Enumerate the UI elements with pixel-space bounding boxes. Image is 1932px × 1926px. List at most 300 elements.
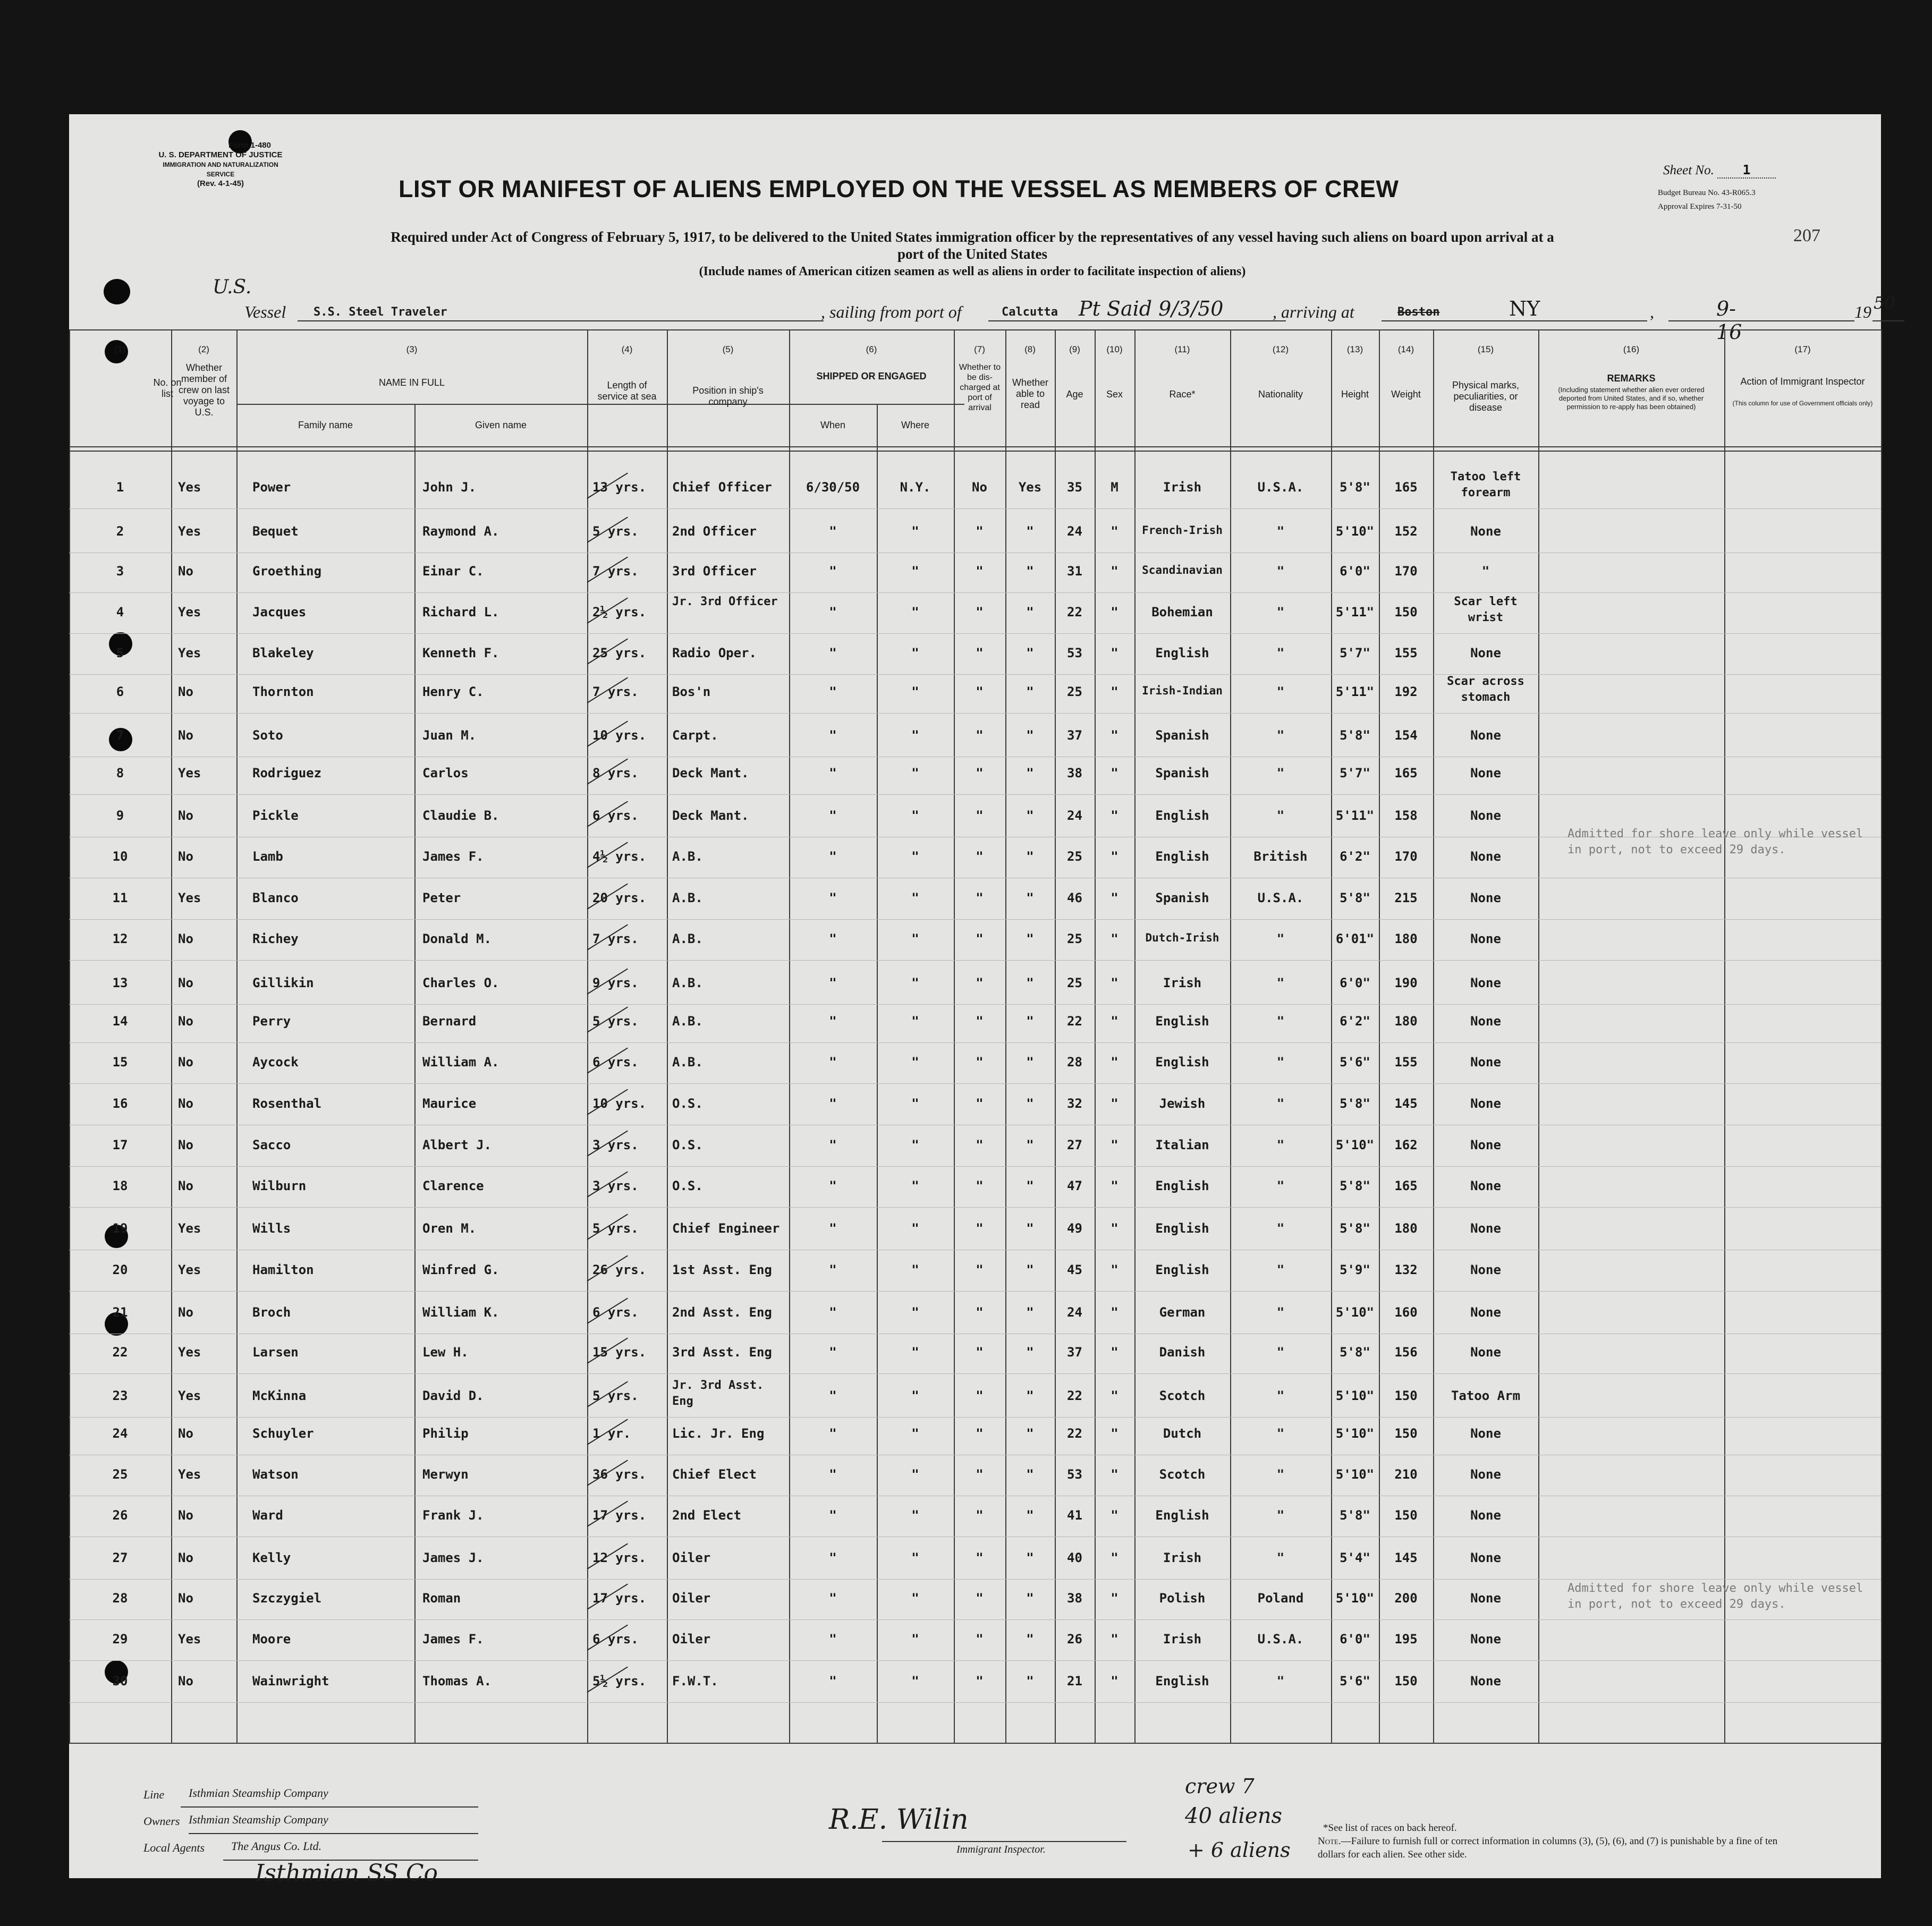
given-name: James F.	[422, 849, 484, 864]
physical-marks: None	[1470, 1674, 1501, 1689]
nationality: "	[1276, 1055, 1285, 1070]
col-number-2: (2)	[198, 344, 209, 354]
length-of-service: 8 yrs.	[592, 766, 639, 780]
able-to-read: "	[1026, 1508, 1034, 1523]
ship-position: 2nd Officer	[672, 524, 757, 539]
engaged-where: "	[911, 849, 919, 864]
sex: "	[1111, 1467, 1118, 1482]
height: 5'8"	[1340, 1508, 1370, 1523]
weight: 150	[1394, 1674, 1418, 1689]
age: 45	[1067, 1262, 1082, 1277]
race: Polish	[1159, 1591, 1206, 1606]
nationality: "	[1276, 766, 1285, 780]
col-number-15: (15)	[1477, 344, 1494, 354]
discharged-at-arrival: "	[976, 684, 984, 699]
discharged-at-arrival: "	[976, 728, 984, 743]
age: 22	[1067, 605, 1082, 620]
able-to-read: "	[1026, 975, 1034, 990]
age: 49	[1067, 1221, 1082, 1236]
ship-position: Chief Officer	[672, 480, 772, 495]
physical-marks: None	[1470, 931, 1501, 946]
length-of-service: 7 yrs.	[592, 684, 639, 699]
nationality: "	[1276, 1426, 1285, 1441]
race: Scandinavian	[1142, 564, 1223, 576]
vessel-label: Vessel	[244, 302, 286, 321]
row-number: 26	[112, 1508, 128, 1523]
discharged-at-arrival: "	[976, 1096, 984, 1111]
physical-marks: None	[1470, 890, 1501, 905]
member-last-voyage: Yes	[178, 605, 201, 620]
member-last-voyage: No	[178, 1178, 193, 1193]
col-head-sex: Sex	[1106, 389, 1123, 400]
table-row	[69, 1174, 1881, 1216]
ship-position: Deck Mant.	[672, 766, 749, 780]
race-note: *See list of races on back hereof.	[1323, 1822, 1457, 1834]
race: Danish	[1159, 1345, 1206, 1360]
member-last-voyage: No	[178, 1014, 193, 1029]
engaged-where: "	[911, 1345, 919, 1360]
family-name: Rodriguez	[252, 766, 322, 780]
col-number-17: (17)	[1794, 344, 1811, 354]
weight: 150	[1394, 605, 1418, 620]
vessel-name: S.S. Steel Traveler	[313, 306, 447, 319]
col-head-weight: Weight	[1391, 389, 1421, 400]
penalty-note	[1318, 1835, 1807, 1861]
engaged-where: "	[911, 1305, 919, 1320]
col-number-16: (16)	[1623, 344, 1640, 354]
able-to-read: "	[1026, 646, 1034, 660]
age: 25	[1067, 684, 1082, 699]
physical-marks: None	[1470, 728, 1501, 743]
physical-marks: None	[1470, 1178, 1501, 1193]
engaged-where: "	[911, 766, 919, 780]
form-agency-block	[154, 141, 287, 189]
weight: 150	[1394, 1388, 1418, 1403]
age: 41	[1067, 1508, 1082, 1523]
physical-marks: None	[1470, 1550, 1501, 1565]
engaged-where: "	[911, 646, 919, 660]
race: Dutch	[1163, 1426, 1202, 1441]
sex: "	[1111, 890, 1118, 905]
vessel-line: Vessel S.S. Steel Traveler , sailing from port of Calcutta Pt Said 9/3/50 , arriving at Boston NY , 9-16 19 50	[244, 295, 1759, 323]
ship-position: A.B.	[672, 849, 703, 864]
race: Irish	[1163, 1632, 1202, 1647]
physical-marks: None	[1470, 1508, 1501, 1523]
col-head-physical: Physical marks, peculiarities, or disease	[1452, 380, 1520, 413]
owners-value: Isthmian Steamship Company	[189, 1813, 328, 1826]
port-typed: Calcutta	[1002, 306, 1058, 319]
row-number: 6	[116, 684, 124, 699]
engaged-when: "	[829, 1674, 837, 1689]
physical-marks: None	[1470, 1262, 1501, 1277]
sheet-number	[1663, 162, 1776, 179]
given-name: Charles O.	[422, 975, 499, 990]
nationality: "	[1276, 1221, 1285, 1236]
page-number: 207	[1793, 226, 1820, 245]
race: English	[1155, 1055, 1209, 1070]
discharged-at-arrival: "	[976, 849, 984, 864]
row-number: 17	[112, 1138, 128, 1152]
weight: 165	[1394, 480, 1418, 495]
race: English	[1155, 1508, 1209, 1523]
table-row	[69, 1301, 1881, 1342]
engaged-when: "	[829, 1014, 837, 1029]
discharged-at-arrival: "	[976, 1674, 984, 1689]
able-to-read: "	[1026, 564, 1034, 579]
height: 5'8"	[1340, 1221, 1370, 1236]
budget-number: Budget Bureau No. 43-R065.3	[1658, 189, 1756, 197]
budget-block	[1658, 186, 1756, 214]
sex: "	[1111, 1345, 1118, 1360]
sailing-label: , sailing from port of	[821, 302, 962, 321]
height: 5'10"	[1335, 524, 1375, 539]
age: 25	[1067, 975, 1082, 990]
family-name: Power	[252, 480, 291, 495]
race: Irish	[1163, 480, 1202, 495]
weight: 132	[1394, 1262, 1418, 1277]
engaged-where: "	[911, 808, 919, 823]
physical-marks: None	[1470, 975, 1501, 990]
arrival-date-handwritten: 9-16	[1716, 297, 1742, 344]
member-last-voyage: No	[178, 564, 193, 579]
member-last-voyage: No	[178, 1305, 193, 1320]
family-name: Groething	[252, 564, 322, 579]
discharged-at-arrival: "	[976, 1508, 984, 1523]
discharged-at-arrival: "	[976, 1426, 984, 1441]
member-last-voyage: Yes	[178, 646, 201, 660]
col-head-race: Race*	[1169, 389, 1196, 400]
engaged-when: "	[829, 564, 837, 579]
year-prefix: 19	[1854, 302, 1871, 321]
able-to-read: "	[1026, 1178, 1034, 1193]
ship-position: Jr. 3rd Asst. Eng	[672, 1379, 764, 1408]
given-name: Peter	[422, 890, 461, 905]
col-number-3: (3)	[406, 344, 418, 354]
age: 22	[1067, 1014, 1082, 1029]
sheet-label: Sheet No.	[1663, 163, 1714, 177]
col-head-shipped: SHIPPED OR ENGAGED	[816, 371, 927, 381]
race: Spanish	[1155, 766, 1209, 780]
row-number: 14	[112, 1014, 128, 1029]
table-row	[69, 927, 1881, 969]
nationality: "	[1276, 605, 1285, 620]
age: 53	[1067, 1467, 1082, 1482]
nationality: "	[1276, 1096, 1285, 1111]
height: 5'10"	[1335, 1426, 1375, 1441]
physical-marks: Tatoo left forearm	[1450, 470, 1521, 499]
weight: 170	[1394, 564, 1418, 579]
ship-position: Jr. 3rd Officer	[672, 595, 778, 608]
length-of-service: 1 yr.	[592, 1426, 631, 1441]
able-to-read: "	[1026, 1388, 1034, 1403]
weight: 165	[1394, 1178, 1418, 1193]
race: Irish	[1163, 1550, 1202, 1565]
race: English	[1155, 1674, 1209, 1689]
weight: 155	[1394, 1055, 1418, 1070]
row-number: 7	[116, 728, 124, 743]
able-to-read: "	[1026, 1345, 1034, 1360]
col-head-position: Position in ship's company	[692, 385, 764, 407]
family-name: Perry	[252, 1014, 291, 1029]
height: 5'10"	[1335, 1591, 1375, 1606]
member-last-voyage: Yes	[178, 524, 201, 539]
age: 46	[1067, 890, 1082, 905]
nationality: U.S.A.	[1257, 480, 1304, 495]
engaged-when: "	[829, 684, 837, 699]
height: 5'10"	[1335, 1388, 1375, 1403]
age: 38	[1067, 1591, 1082, 1606]
given-name: William K.	[422, 1305, 499, 1320]
col-number-10: (10)	[1106, 344, 1123, 354]
physical-marks: None	[1470, 1426, 1501, 1441]
discharged-at-arrival: "	[976, 1221, 984, 1236]
weight: 145	[1394, 1096, 1418, 1111]
weight: 180	[1394, 1014, 1418, 1029]
weight: 154	[1394, 728, 1418, 743]
row-number: 25	[112, 1467, 128, 1482]
sex: "	[1111, 931, 1118, 946]
able-to-read: "	[1026, 1674, 1034, 1689]
family-name: Watson	[252, 1467, 299, 1482]
able-to-read: "	[1026, 605, 1034, 620]
engaged-when: "	[829, 1096, 837, 1111]
col-head-name: NAME IN FULL	[378, 377, 445, 388]
family-name: Larsen	[252, 1345, 299, 1360]
sex: "	[1111, 1138, 1118, 1152]
engaged-where: "	[911, 1674, 919, 1689]
length-of-service: 5 yrs.	[592, 1014, 639, 1029]
table-row	[69, 559, 1881, 601]
handwritten-note-1: crew 7	[1185, 1775, 1255, 1798]
length-of-service: 10 yrs.	[592, 728, 647, 743]
given-name: Carlos	[422, 766, 469, 780]
member-last-voyage: No	[178, 975, 193, 990]
weight: 155	[1394, 646, 1418, 660]
col-head-remarks: REMARKS	[1607, 373, 1656, 384]
owners-label: Owners	[143, 1814, 180, 1828]
member-last-voyage: No	[178, 728, 193, 743]
age: 25	[1067, 931, 1082, 946]
age: 24	[1067, 808, 1082, 823]
weight: 160	[1394, 1305, 1418, 1320]
length-of-service: 3 yrs.	[592, 1138, 639, 1152]
engaged-where: "	[911, 1467, 919, 1482]
physical-marks: None	[1470, 1305, 1501, 1320]
race: German	[1159, 1305, 1206, 1320]
inspector-label: Immigrant Inspector.	[956, 1844, 1046, 1855]
member-last-voyage: Yes	[178, 480, 201, 495]
col-head-given: Given name	[474, 420, 527, 430]
height: 6'0"	[1340, 975, 1370, 990]
ship-position: A.B.	[672, 1055, 703, 1070]
family-name: Bequet	[252, 524, 299, 539]
length-of-service: 15 yrs.	[592, 1345, 647, 1360]
family-name: Ward	[252, 1508, 283, 1523]
able-to-read: "	[1026, 890, 1034, 905]
age: 31	[1067, 564, 1082, 579]
discharged-at-arrival: "	[976, 605, 984, 620]
arriving-label: , arriving at	[1273, 302, 1354, 321]
col-head-remarks-note: (Including statement whether alien ever ordered deported from United States, and if so, whether permission to re-apply has been obtained)	[1558, 386, 1705, 411]
family-name: Pickle	[252, 808, 299, 823]
col-head-action-note: (This column for use of Government officials only)	[1732, 400, 1873, 407]
able-to-read: "	[1026, 808, 1034, 823]
sex: "	[1111, 1632, 1118, 1647]
col-head-height: Height	[1341, 389, 1369, 400]
table-row	[69, 724, 1881, 765]
engaged-when: "	[829, 605, 837, 620]
age: 24	[1067, 524, 1082, 539]
able-to-read: "	[1026, 1014, 1034, 1029]
physical-marks: None	[1470, 1632, 1501, 1647]
nationality: "	[1276, 931, 1285, 946]
age: 24	[1067, 1305, 1082, 1320]
able-to-read: "	[1026, 684, 1034, 699]
engaged-where: "	[911, 1426, 919, 1441]
length-of-service: 6 yrs.	[592, 808, 639, 823]
table-row	[69, 1050, 1881, 1092]
weight: 190	[1394, 975, 1418, 990]
physical-marks: None	[1470, 1591, 1501, 1606]
age: 37	[1067, 728, 1082, 743]
family-name: Szczygiel	[252, 1591, 322, 1606]
height: 5'6"	[1340, 1055, 1370, 1070]
nationality: U.S.A.	[1257, 1632, 1304, 1647]
col-head-where: Where	[901, 420, 929, 430]
given-name: David D.	[422, 1388, 484, 1403]
age: 32	[1067, 1096, 1082, 1111]
row-number: 5	[116, 646, 124, 660]
nationality: "	[1276, 1262, 1285, 1277]
col-head-age: Age	[1066, 389, 1083, 400]
family-name: Hamilton	[252, 1262, 314, 1277]
able-to-read: "	[1026, 1096, 1034, 1111]
discharged-at-arrival: "	[976, 1138, 984, 1152]
length-of-service: 20 yrs.	[592, 890, 647, 905]
row-number: 19	[112, 1221, 128, 1236]
weight: 200	[1394, 1591, 1418, 1606]
sex: "	[1111, 1178, 1118, 1193]
given-name: Frank J.	[422, 1508, 484, 1523]
family-name: Wilburn	[252, 1178, 307, 1193]
ship-position: 3rd Officer	[672, 564, 757, 579]
ship-position: A.B.	[672, 1014, 703, 1029]
length-of-service: 17 yrs.	[592, 1591, 647, 1606]
ship-position: Deck Mant.	[672, 808, 749, 823]
member-last-voyage: No	[178, 1508, 193, 1523]
discharged-at-arrival: "	[976, 1388, 984, 1403]
race: Spanish	[1155, 728, 1209, 743]
weight: 145	[1394, 1550, 1418, 1565]
family-name: Moore	[252, 1632, 291, 1647]
able-to-read: "	[1026, 1550, 1034, 1565]
length-of-service: 9 yrs.	[592, 975, 639, 990]
nationality: "	[1276, 1138, 1285, 1152]
height: 5'7"	[1340, 766, 1370, 780]
height: 5'6"	[1340, 1674, 1370, 1689]
age: 21	[1067, 1674, 1082, 1689]
age: 35	[1067, 480, 1082, 495]
member-last-voyage: Yes	[178, 890, 201, 905]
member-last-voyage: Yes	[178, 1345, 201, 1360]
engaged-where: "	[911, 1138, 919, 1152]
physical-marks: None	[1470, 1096, 1501, 1111]
ship-position: A.B.	[672, 890, 703, 905]
discharged-at-arrival: "	[976, 1467, 984, 1482]
length-of-service: 2½ yrs.	[592, 605, 647, 620]
physical-marks: None	[1470, 808, 1501, 823]
ship-position: 1st Asst. Eng	[672, 1262, 772, 1277]
height: 5'8"	[1340, 1178, 1370, 1193]
nationality: "	[1276, 1550, 1285, 1565]
legal-line-2: port of the United States	[897, 246, 1047, 262]
member-last-voyage: No	[178, 1096, 193, 1111]
engaged-when: "	[829, 849, 837, 864]
physical-marks: None	[1470, 524, 1501, 539]
engaged-where: "	[911, 1014, 919, 1029]
family-name: Broch	[252, 1305, 291, 1320]
row-number: 2	[116, 524, 124, 539]
able-to-read: "	[1026, 1426, 1034, 1441]
able-to-read: Yes	[1018, 480, 1042, 495]
height: 5'10"	[1335, 1467, 1375, 1482]
col-number-13: (13)	[1346, 344, 1363, 354]
race: English	[1155, 849, 1209, 864]
able-to-read: "	[1026, 1055, 1034, 1070]
weight: 180	[1394, 1221, 1418, 1236]
given-name: James J.	[422, 1550, 484, 1565]
engaged-where: "	[911, 1262, 919, 1277]
member-last-voyage: No	[178, 1674, 193, 1689]
col-number-9: (9)	[1069, 344, 1080, 354]
height: 6'01"	[1335, 931, 1375, 946]
col-number-7: (7)	[974, 344, 985, 354]
physical-marks: None	[1470, 1055, 1501, 1070]
race: Bohemian	[1151, 605, 1213, 620]
given-name: William A.	[422, 1055, 499, 1070]
sex: "	[1111, 849, 1118, 864]
ship-position: Chief Elect	[672, 1467, 757, 1482]
family-name: Aycock	[252, 1055, 299, 1070]
race: English	[1155, 1178, 1209, 1193]
row-number: 4	[116, 605, 124, 620]
ship-position: Chief Engineer	[672, 1221, 780, 1236]
vessel-prefix-handwritten: U.S.	[213, 276, 252, 298]
member-last-voyage: No	[178, 1426, 193, 1441]
length-of-service: 26 yrs.	[592, 1262, 647, 1277]
weight: 150	[1394, 1426, 1418, 1441]
able-to-read: "	[1026, 1305, 1034, 1320]
row-number: 20	[112, 1262, 128, 1277]
row-number: 22	[112, 1345, 128, 1360]
family-name: Richey	[252, 931, 299, 946]
ship-position: A.B.	[672, 931, 703, 946]
family-name: Lamb	[252, 849, 283, 864]
engaged-where: "	[911, 1388, 919, 1403]
col-number-4: (4)	[621, 344, 633, 354]
nationality: "	[1276, 1674, 1285, 1689]
nationality: "	[1276, 684, 1285, 699]
given-name: Albert J.	[422, 1138, 492, 1152]
note-text: —Failure to furnish full or correct information in columns (3), (5), (6), and (7) is punishable by a fine of ten dollars for each alien. See other side.	[1318, 1836, 1778, 1860]
sex: "	[1111, 975, 1118, 990]
length-of-service: 4½ yrs.	[592, 849, 647, 864]
col-head-member: Whether member of crew on last voyage to U.S.	[178, 362, 230, 418]
weight: 210	[1394, 1467, 1418, 1482]
col-number-6: (6)	[866, 344, 877, 354]
age: 27	[1067, 1138, 1082, 1152]
inspector-signature: R.E. Wilin	[829, 1804, 969, 1836]
